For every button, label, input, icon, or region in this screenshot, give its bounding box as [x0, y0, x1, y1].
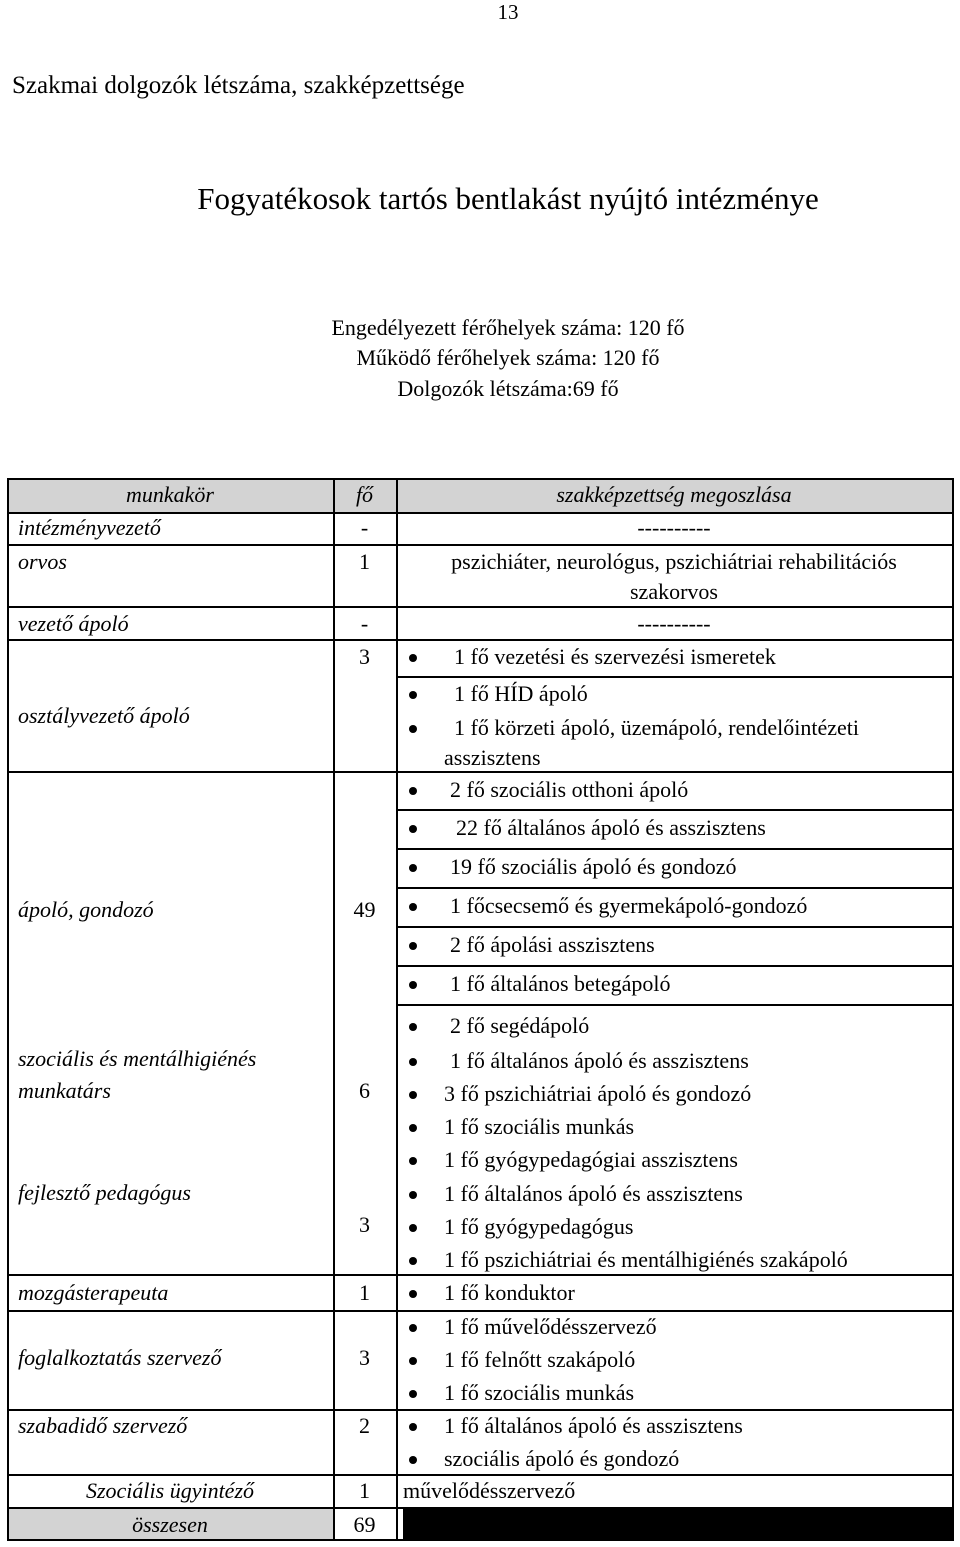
rule [7, 1274, 954, 1276]
bullet-icon [409, 1357, 417, 1365]
qual-line: művelődésszervező [403, 1478, 576, 1503]
bullet-icon [409, 1091, 417, 1099]
bullet-icon [409, 725, 417, 733]
bullet-icon [409, 1157, 417, 1165]
rule [397, 1004, 954, 1006]
rule [7, 606, 954, 608]
bullet-icon [409, 691, 417, 699]
qual-line: 1 fő szociális munkás [444, 1380, 635, 1405]
qual-line: 1 fő általános ápoló és asszisztens [444, 1181, 743, 1206]
rule [7, 1310, 954, 1312]
page-number: 13 [497, 0, 519, 24]
count-cell: 2 [359, 1413, 370, 1438]
qual-line: pszichiáter, neurológus, pszichiátriai rehabilitációs [451, 549, 897, 574]
bullet-icon [409, 942, 417, 950]
rule [7, 639, 954, 641]
bullet-icon [409, 1023, 417, 1031]
qual-line: asszisztens [444, 745, 541, 770]
rule [396, 478, 398, 1541]
qual-line: 1 fő gyógypedagógiai asszisztens [444, 1147, 738, 1172]
count-cell: 49 [353, 897, 376, 922]
count-cell: 3 [359, 1345, 370, 1370]
bullet-icon [409, 1058, 417, 1066]
header-qualification: szakképzettség megoszlása [556, 482, 792, 507]
header-role: munkakör [126, 482, 214, 507]
role-cell: szabadidő szervező [18, 1413, 188, 1438]
rule [7, 1409, 954, 1411]
role-cell: orvos [18, 549, 67, 574]
qual-line: 1 fő művelődésszervező [444, 1314, 657, 1339]
count-cell: 6 [359, 1078, 370, 1103]
rule [7, 544, 954, 546]
count-cell: - [360, 515, 369, 540]
qual-line: 1 fő körzeti ápoló, üzemápoló, rendelőintézeti [454, 715, 860, 740]
qual-line: 1 fő pszichiátriai és mentálhigiénés szakápoló [444, 1247, 848, 1272]
rule [7, 1474, 954, 1476]
bullet-icon [409, 1191, 417, 1199]
qual-line: 22 fő általános ápoló és asszisztens [456, 815, 766, 840]
role-cell: munkatárs [18, 1078, 111, 1103]
qual-line: 3 fő pszichiátriai ápoló és gondozó [444, 1081, 752, 1106]
qual-line: 1 fő általános ápoló és asszisztens [444, 1413, 743, 1438]
rule [952, 478, 954, 1541]
qual-line: 1 fő gyógypedagógus [444, 1214, 634, 1239]
qual-line: 1 fő szociális munkás [444, 1114, 635, 1139]
role-cell: fejlesztő pedagógus [18, 1180, 191, 1205]
bullet-icon [409, 864, 417, 872]
qual-line: 1 fő felnőtt szakápoló [444, 1347, 636, 1372]
role-cell: foglalkoztatás szervező [18, 1345, 222, 1370]
bullet-icon [409, 981, 417, 989]
qual-line: 1 fő vezetési és szervezési ismeretek [454, 644, 776, 669]
qual-line: ---------- [637, 515, 711, 540]
bullet-icon [409, 903, 417, 911]
count-cell: 3 [359, 1212, 370, 1237]
bullet-icon [409, 1257, 417, 1265]
info-licensed-places: Engedélyezett férőhelyek száma: 120 fő [331, 315, 685, 340]
rule [397, 809, 954, 811]
qual-line: 2 fő segédápoló [450, 1013, 590, 1038]
rule [7, 478, 954, 480]
total-qual-fill [403, 1508, 954, 1541]
bullet-icon [409, 1423, 417, 1431]
bullet-icon [409, 1390, 417, 1398]
role-cell: szociális és mentálhigiénés [18, 1046, 257, 1071]
total-label: összesen [132, 1512, 208, 1537]
qual-line: 1 fő HÍD ápoló [454, 681, 588, 706]
count-cell: 3 [359, 644, 370, 669]
qual-line: 1 fő általános ápoló és asszisztens [450, 1048, 749, 1073]
rule [397, 965, 954, 967]
qual-line: ---------- [637, 611, 711, 636]
role-cell: mozgásterapeuta [18, 1280, 169, 1305]
info-staff-count: Dolgozók létszáma:69 fő [397, 376, 619, 401]
qual-line: 2 fő ápolási asszisztens [450, 932, 655, 957]
total-count: 69 [353, 1512, 376, 1537]
qual-line: szociális ápoló és gondozó [444, 1446, 680, 1471]
role-cell: Szociális ügyintéző [85, 1478, 255, 1503]
role-cell: osztályvezető ápoló [18, 703, 190, 728]
qual-line: 19 fő szociális ápoló és gondozó [450, 854, 737, 879]
count-cell: 1 [359, 1280, 370, 1305]
bullet-icon [409, 1224, 417, 1232]
role-cell: vezető ápoló [18, 611, 129, 636]
role-cell: ápoló, gondozó [18, 897, 154, 922]
staff-table [7, 478, 954, 1541]
rule [397, 926, 954, 928]
page-heading: Szakmai dolgozók létszáma, szakképzettsége [12, 72, 465, 99]
bullet-icon [409, 825, 417, 833]
qual-line: 2 fő szociális otthoni ápoló [450, 777, 689, 802]
count-cell: 1 [359, 1478, 370, 1503]
count-cell: 1 [359, 549, 370, 574]
qual-line: 1 fő általános betegápoló [450, 971, 671, 996]
header-count: fő [355, 482, 374, 507]
role-cell: intézményvezető [18, 515, 161, 540]
count-cell: - [360, 611, 369, 636]
bullet-icon [409, 1124, 417, 1132]
qual-line: 1 fő konduktor [444, 1280, 575, 1305]
bullet-icon [409, 1456, 417, 1464]
rule [7, 771, 954, 773]
rule [7, 1507, 954, 1509]
qual-line: szakorvos [630, 579, 718, 604]
rule [333, 478, 335, 1541]
bullet-icon [409, 654, 417, 662]
info-operating-places: Működő férőhelyek száma: 120 fő [356, 345, 660, 370]
qual-line: 1 főcsecsemő és gyermekápoló-gondozó [450, 893, 808, 918]
bullet-icon [409, 1290, 417, 1298]
rule [397, 676, 954, 678]
rule [7, 512, 954, 514]
bullet-icon [409, 1324, 417, 1332]
rule [7, 478, 9, 1541]
bullet-icon [409, 787, 417, 795]
rule [397, 848, 954, 850]
rule [397, 887, 954, 889]
rule [7, 1539, 954, 1541]
institution-title: Fogyatékosok tartós bentlakást nyújtó intézménye [197, 181, 819, 216]
